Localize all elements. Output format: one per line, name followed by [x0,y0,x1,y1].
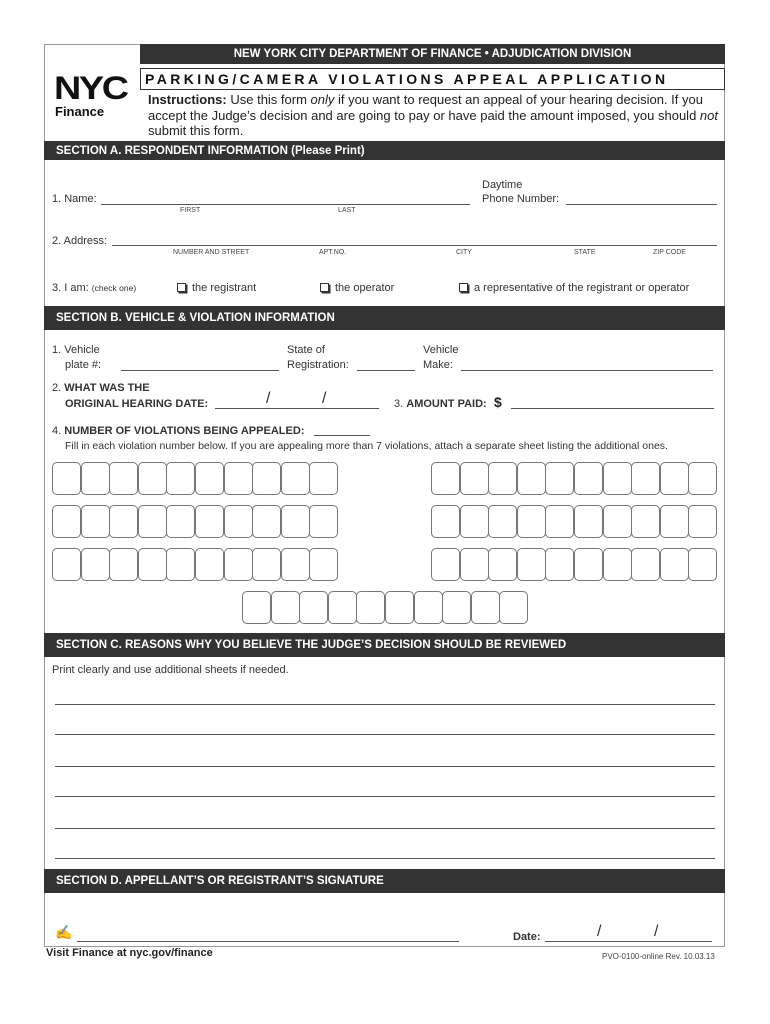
violation-digit-box[interactable] [385,591,414,624]
violation-digit-box[interactable] [431,548,460,581]
department-bar: NEW YORK CITY DEPARTMENT OF FINANCE • ADJUDICATION DIVISION [140,44,725,64]
violation-digit-box[interactable] [224,462,253,495]
violation-digit-box[interactable] [195,548,224,581]
registration-state-field[interactable] [357,370,415,371]
date-slash: / [654,923,659,940]
q2-text-a: WHAT WAS THE [64,382,150,394]
date-label: Date: [513,931,541,943]
violation-digit-box[interactable] [603,505,632,538]
address-state-caption: STATE [574,249,596,256]
violation-digit-box[interactable] [281,505,310,538]
violation-digit-box[interactable] [252,505,281,538]
violations-note: Fill in each violation number below. If you are appealing more than 7 violations, attach a separate sheet listing the additional ones. [65,440,668,452]
section-a-header: SECTION A. RESPONDENT INFORMATION (Please Print) [44,141,725,160]
q2-number: 2. [52,382,62,394]
violation-digit-box[interactable] [488,505,517,538]
reason-line[interactable] [55,704,715,705]
instructions-not: not [699,107,718,123]
q4-number: 4. [52,425,62,437]
violation-digit-box[interactable] [545,548,574,581]
violation-digit-box[interactable] [281,462,310,495]
instructions-lead: Instructions: [148,92,227,107]
section-d-header: SECTION D. APPELLANT’S OR REGISTRANT’S SIGNATURE [44,869,725,893]
violation-digit-box[interactable] [442,591,471,624]
check-one-note: (check one) [91,283,137,293]
daytime-label: Daytime [482,179,523,191]
violation-digit-box[interactable] [242,591,271,624]
violation-digit-box[interactable] [299,591,328,624]
vehicle-label: 1. Vehicle [52,344,100,356]
violation-digit-box[interactable] [81,505,110,538]
signature-date-field[interactable] [545,941,712,942]
reason-line[interactable] [55,796,715,797]
violation-digit-box[interactable] [574,462,603,495]
signature-field[interactable] [77,941,459,942]
violation-digit-box[interactable] [517,505,546,538]
registration-label: Registration: [287,359,349,371]
option-operator-label: the operator [335,282,395,294]
i-am-text: 3. I am: [52,282,89,294]
nyc-logo: NYC [54,70,127,106]
violation-digit-box[interactable] [688,548,717,581]
violation-digit-box[interactable] [574,548,603,581]
violation-digit-box[interactable] [166,462,195,495]
section-b-header: SECTION B. VEHICLE & VIOLATION INFORMATION [44,306,725,330]
violation-digit-box[interactable] [545,505,574,538]
violation-digit-box[interactable] [431,505,460,538]
violation-digit-box[interactable] [271,591,300,624]
amount-paid-field[interactable] [511,408,714,409]
instructions-text-1: Use this form [226,92,311,107]
violation-digit-box[interactable] [195,462,224,495]
violations-count-field[interactable] [314,435,370,436]
violation-digit-box[interactable] [52,548,81,581]
reasons-note: Print clearly and use additional sheets if needed. [52,664,289,676]
violation-digit-box[interactable] [109,548,138,581]
violation-digit-box[interactable] [195,505,224,538]
phone-label: Phone Number: [482,193,560,205]
address-apt-caption: APT.NO. [319,249,347,256]
first-name-caption: FIRST [180,207,201,214]
date-slash: / [322,390,327,407]
violation-digit-box[interactable] [631,505,660,538]
violation-digit-box[interactable] [603,462,632,495]
violation-digit-box[interactable] [328,591,357,624]
q3-number: 3. [394,398,404,410]
violation-digit-box[interactable] [688,505,717,538]
reason-line[interactable] [55,828,715,829]
reason-line[interactable] [55,766,715,767]
form-id: PVO-0100-online Rev. 10.03.13 [602,952,715,961]
address-city-caption: CITY [456,249,472,256]
option-registrant-label: the registrant [192,282,257,294]
plate-label: plate #: [65,359,102,371]
phone-field[interactable] [566,204,717,205]
violation-digit-box[interactable] [631,462,660,495]
plate-field[interactable] [121,370,279,371]
violation-digit-box[interactable] [660,548,689,581]
hearing-date-label-1 [52,382,150,394]
violation-digit-box[interactable] [356,591,385,624]
violation-digit-box[interactable] [414,591,443,624]
violations-count-label [52,425,304,437]
address-label: 2. Address: [52,235,108,247]
violation-digit-box[interactable] [52,462,81,495]
violation-digit-box[interactable] [488,462,517,495]
hearing-date-field[interactable] [215,408,379,409]
violation-digit-box[interactable] [224,505,253,538]
address-zip-caption: ZIP CODE [653,249,686,256]
q3-text: AMOUNT PAID: [406,398,487,410]
violation-digit-box[interactable] [499,591,528,624]
instructions [148,92,723,139]
violation-digit-box[interactable] [545,462,574,495]
state-of-label: State of [287,344,325,356]
violation-digit-box[interactable] [281,548,310,581]
footer-visit: Visit Finance at nyc.gov/finance [46,947,213,959]
violation-digit-box[interactable] [52,505,81,538]
name-label: 1. Name: [52,193,97,205]
finance-logo-text: Finance [55,104,105,119]
amount-paid-label [394,398,487,410]
violation-digit-box[interactable] [109,462,138,495]
option-representative[interactable] [459,282,689,294]
dollar-sign: $ [494,394,502,410]
violation-digit-box[interactable] [252,462,281,495]
name-field[interactable] [101,204,470,205]
instructions-text-3: submit this form. [148,123,244,138]
violation-digit-box[interactable] [574,505,603,538]
violation-digit-box[interactable] [488,548,517,581]
pen-icon: ✍ [55,924,73,940]
violation-digit-box[interactable] [138,462,167,495]
vehicle-make-label-1: Vehicle [423,344,459,356]
section-c-header: SECTION C. REASONS WHY YOU BELIEVE THE JUDGE’S DECISION SHOULD BE REVIEWED [44,633,725,657]
violation-digit-box[interactable] [252,548,281,581]
last-name-caption: LAST [338,207,356,214]
date-slash: / [597,923,602,940]
violation-digit-box[interactable] [81,462,110,495]
violation-digit-box[interactable] [517,462,546,495]
violation-digit-box[interactable] [309,505,338,538]
violation-digit-box[interactable] [660,505,689,538]
violation-digit-box[interactable] [224,548,253,581]
option-operator[interactable] [320,282,394,294]
violation-digit-box[interactable] [460,548,489,581]
checkbox-icon[interactable] [177,283,186,292]
violation-digit-box[interactable] [138,505,167,538]
i-am-label [52,282,136,294]
violation-digit-box[interactable] [138,548,167,581]
violation-digit-box[interactable] [688,462,717,495]
violation-digit-box[interactable] [309,462,338,495]
violation-digit-box[interactable] [517,548,546,581]
violation-digit-box[interactable] [460,505,489,538]
q4-text: NUMBER OF VIOLATIONS BEING APPEALED: [64,425,305,437]
form-title: PARKING/CAMERA VIOLATIONS APPEAL APPLICATION [140,68,725,90]
instructions-text-2: if you want to request an appeal of your hearing decision. If you accept the Judge’s decision and are going to pay or have paid the amount imposed, you should [148,92,703,123]
violation-digit-box[interactable] [631,548,660,581]
violation-digit-box[interactable] [81,548,110,581]
violation-digit-box[interactable] [431,462,460,495]
violation-digit-box[interactable] [603,548,632,581]
make-label: Make: [423,359,453,371]
checkbox-icon[interactable] [320,283,329,292]
option-representative-label: a representative of the registrant or operator [474,282,690,294]
instructions-only: only [310,92,335,107]
violation-digit-box[interactable] [660,462,689,495]
date-slash: / [266,390,271,407]
violation-digit-box[interactable] [471,591,500,624]
violation-digit-box[interactable] [166,505,195,538]
violation-digit-box[interactable] [109,505,138,538]
option-registrant[interactable] [177,282,256,294]
violation-digit-box[interactable] [166,548,195,581]
form-frame [44,44,725,947]
address-field[interactable] [112,245,717,246]
violation-digit-box[interactable] [460,462,489,495]
violation-digit-box[interactable] [309,548,338,581]
hearing-date-label-2: ORIGINAL HEARING DATE: [65,398,209,410]
reason-line[interactable] [55,858,715,859]
reason-line[interactable] [55,734,715,735]
checkbox-icon[interactable] [459,283,468,292]
address-number-caption: NUMBER AND STREET [173,249,250,256]
make-field[interactable] [461,370,713,371]
